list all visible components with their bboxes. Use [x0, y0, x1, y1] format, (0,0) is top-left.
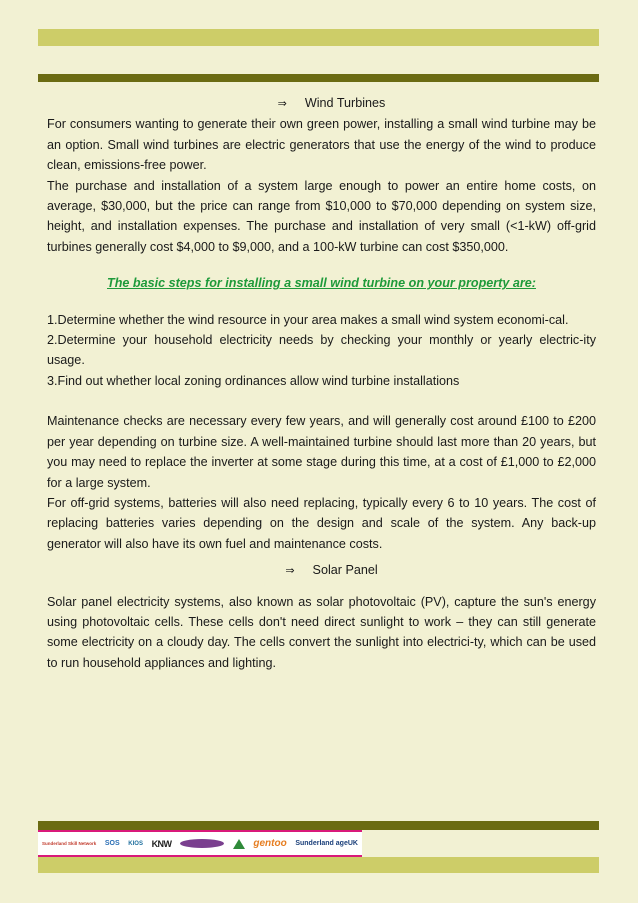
list-item: 1.Determine whether the wind resource in your area makes a small wind system economi-cal. [47, 312, 569, 327]
gentoo-logo: gentoo [253, 838, 287, 849]
wind-turbines-title: Wind Turbines [304, 96, 386, 110]
wind-cost-paragraph: The purchase and installation of a system large enough to power an entire home costs, on average, $30,000, but the price can range from $10,000 to $70,000 depending on system size, height, and installation expenses. The purchase and installation of very small (<1-kW) off-grid turbines generally cost $4,000 to $9,000, and a 100-kW turbine can cost $350,000. [47, 178, 596, 254]
knw-logo: KNW [151, 838, 172, 849]
sunderland-skill-network-logo: Sunderland Skill Network [42, 841, 97, 846]
solar-panel-heading [47, 560, 596, 581]
wind-intro-paragraph: For consumers wanting to generate their own green power, installing a small wind turbine may be an option. Small wind turbines are electric generators that use the energy of the wind to produce clean, emissions-free power. [47, 117, 596, 173]
purple-swoosh-logo-icon [180, 839, 224, 848]
steps-title: The basic steps for installing a small wind turbine on your property are: [107, 276, 536, 291]
footer-band [38, 857, 599, 873]
list-item: 3.Find out whether local zoning ordinances allow wind turbine installations [47, 373, 460, 388]
maintenance-paragraph: Maintenance checks are necessary every few years, and will generally cost around £100 to £200 per year depending on turbine size. A well-maintained turbine should last more than 20 years, but you may need to replace the inverter at some stage during this time, at a cost of £1,000 to £2,000 for a large system. [47, 414, 596, 490]
green-triangle-logo-icon [233, 839, 245, 849]
solar-paragraph: Solar panel electricity systems, also known as solar photovoltaic (PV), capture the sun's energy using photovoltaic cells. These cells don't need direct sunlight to work – they can still generate some electricity on a cloudy day. The cells convert the sunlight into electrici-ty, which can be used to run household appliances and lighting. [47, 594, 596, 670]
page-content [47, 93, 596, 673]
header-rule [38, 74, 599, 82]
header-band [38, 29, 599, 46]
footer-rule [38, 821, 599, 830]
arrow-right-icon: ⇒ [285, 565, 295, 578]
solar-panel-title: Solar Panel [312, 563, 378, 578]
partner-logos-strip [38, 830, 362, 857]
sos-logo: SOS [104, 840, 120, 847]
off-grid-paragraph: For off-grid systems, batteries will also need replacing, typically every 6 to 10 years. The cost of replacing batteries varies depending on the design and scale of the system. Any back-up generator will also have its own fuel and maintenance costs. [47, 495, 596, 551]
arrow-right-icon: ⇒ [277, 98, 287, 110]
wind-turbines-heading [47, 93, 596, 114]
list-item: 2.Determine your household electricity needs by checking your monthly or yearly electric-ity usage. [47, 333, 596, 368]
steps-list [47, 310, 596, 392]
kios-logo: KIOS [128, 840, 143, 847]
age-uk-logo: Sunderland ageUK [295, 840, 358, 847]
